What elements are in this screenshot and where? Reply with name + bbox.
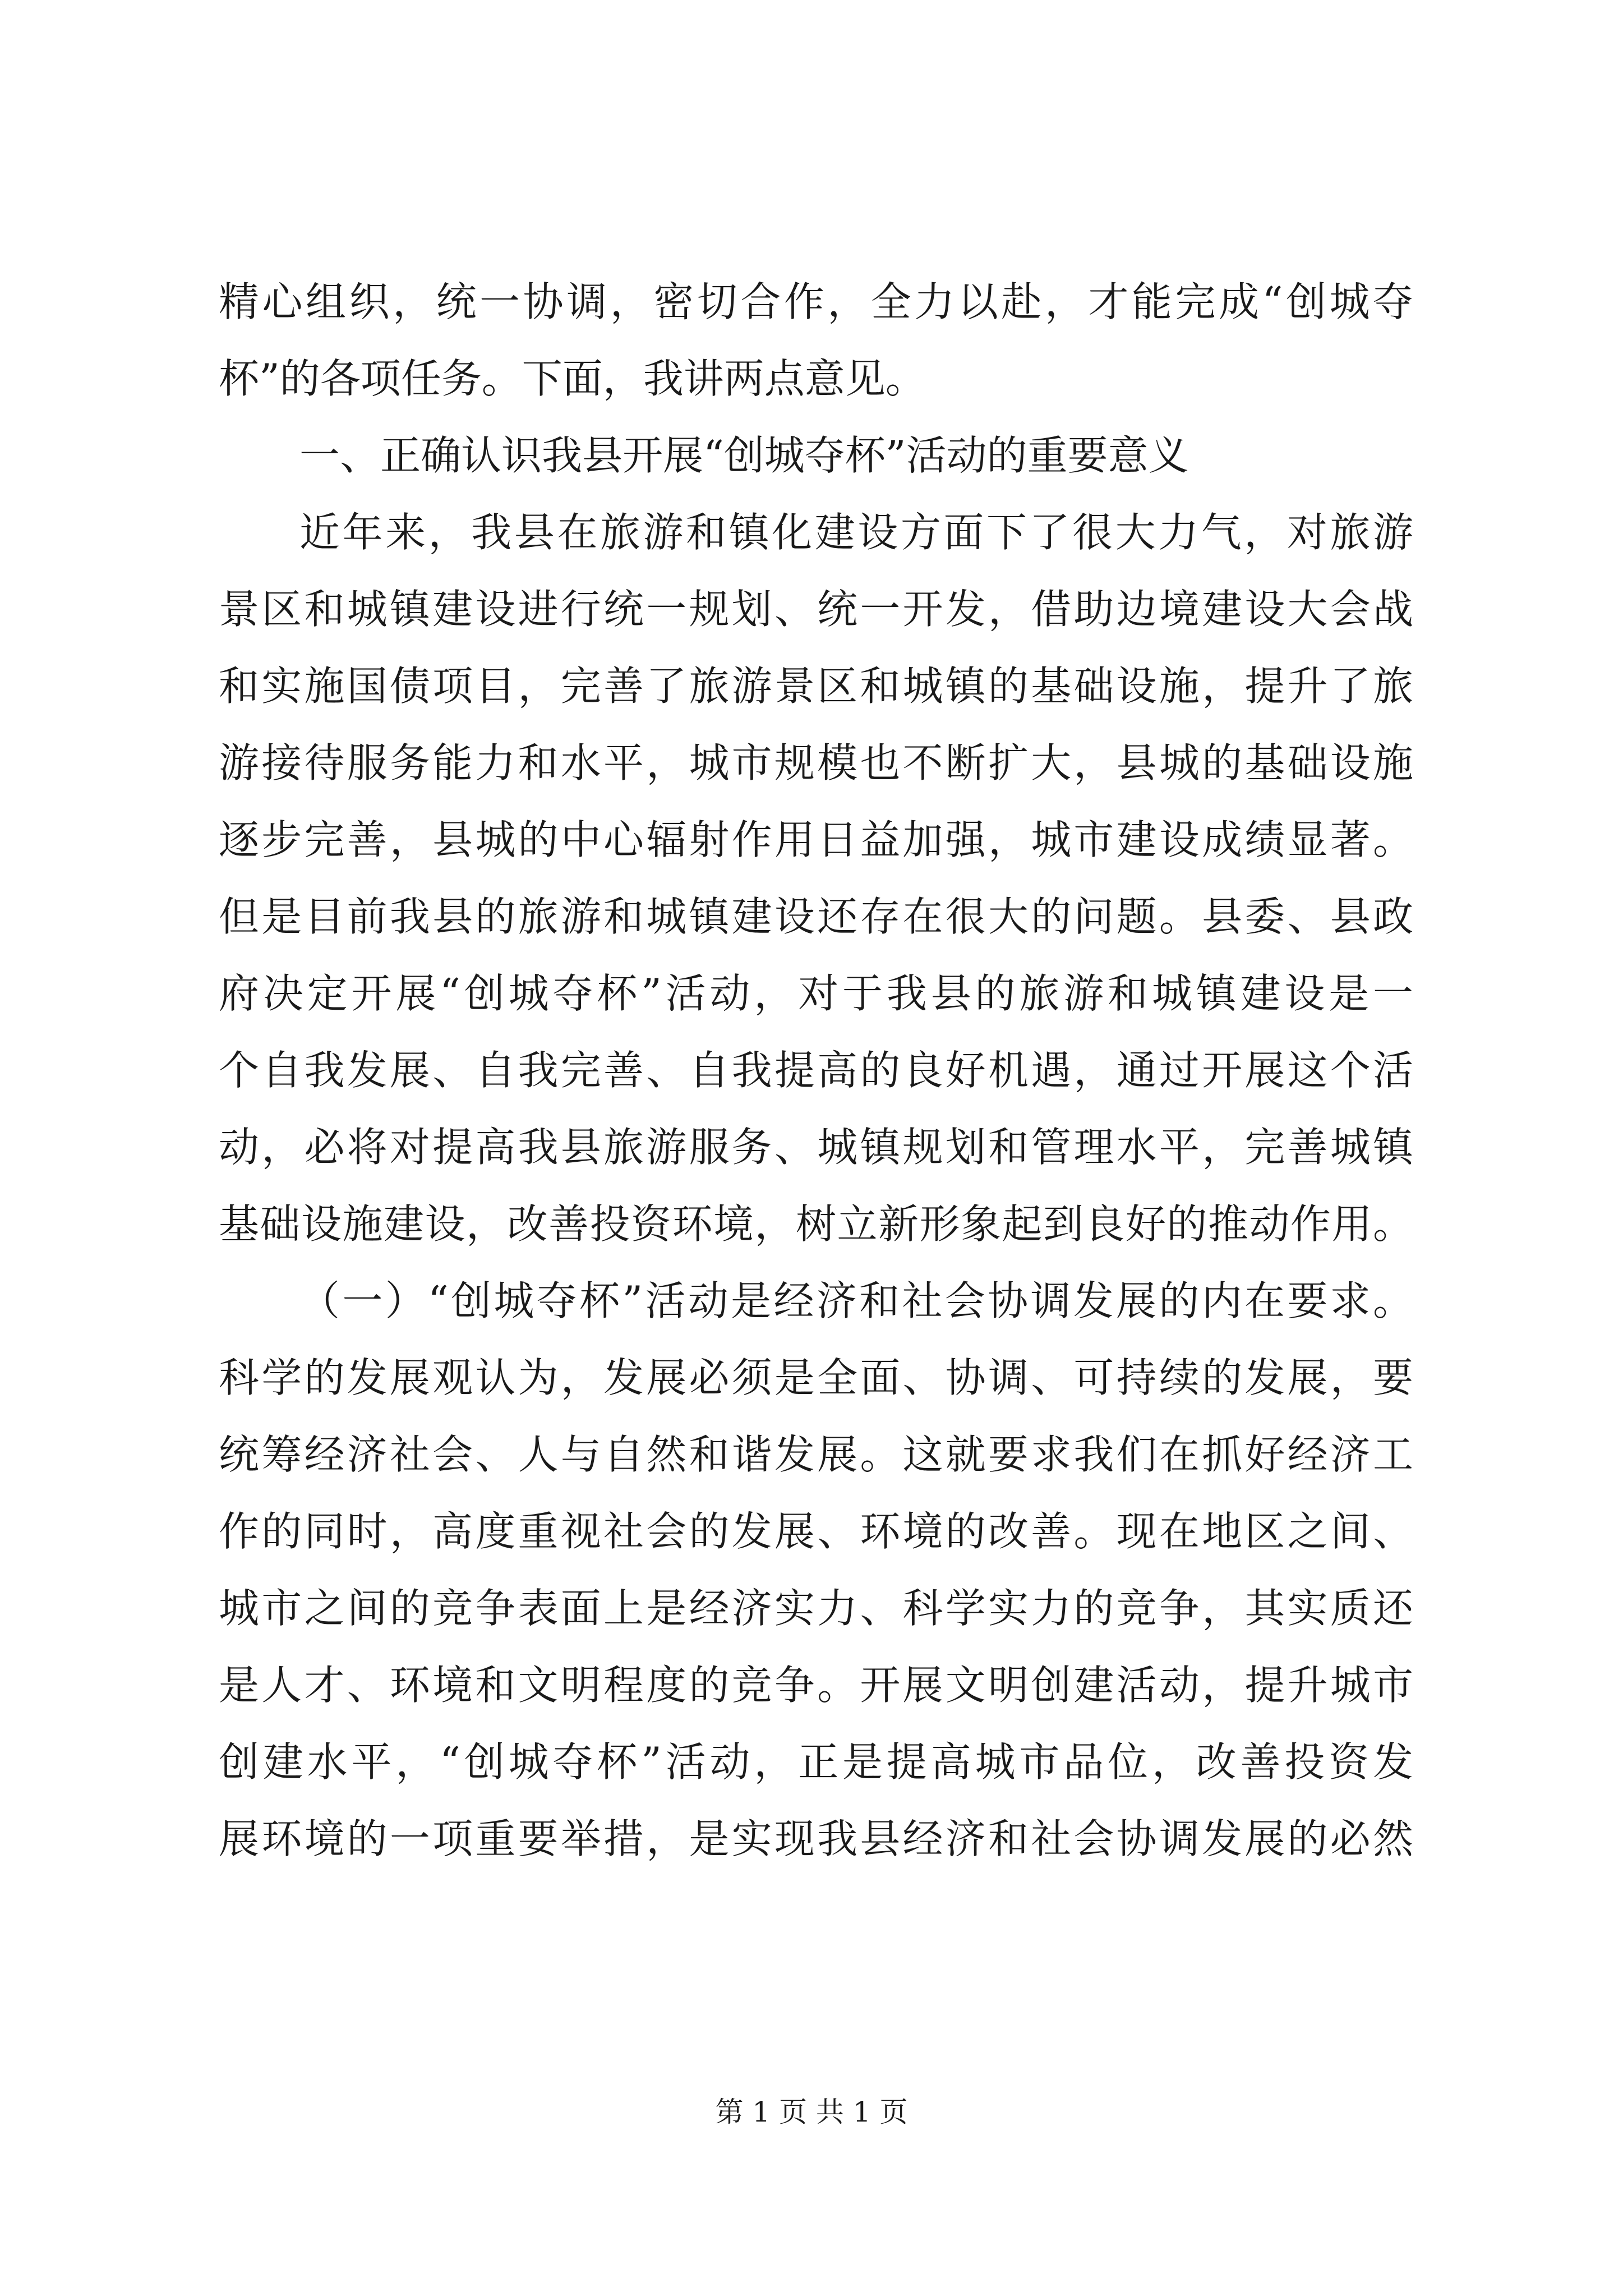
text-line: 杯”的各项任务。下面，我讲两点意见。 [219,355,926,402]
text-line: 城市之间的竞争表面上是经济实力、科学实力的竞争，其实质还 [219,1585,1413,1632]
page-number-footer: 第 1 页 共 1 页 [715,2096,908,2128]
text-line: 游接待服务能力和水平，城市规模也不断扩大，县城的基础设施 [219,739,1413,786]
text-line: 府决定开展“创城夺杯”活动，对于我县的旅游和城镇建设是一 [219,970,1413,1017]
text-line: 统筹经济社会、人与自然和谐发展。这就要求我们在抓好经济工 [219,1431,1413,1478]
text-line: 景区和城镇建设进行统一规划、统一开发，借助边境建设大会战 [219,586,1413,633]
text-line: 和实施国债项目，完善了旅游景区和城镇的基础设施，提升了旅 [219,662,1413,710]
text-line: 展环境的一项重要举措，是实现我县经济和社会协调发展的必然 [219,1815,1413,1862]
text-line: 作的同时，高度重视社会的发展、环境的改善。现在地区之间、 [219,1508,1413,1555]
document-body [219,264,1413,1878]
text-line: 基础设施建设，改善投资环境，树立新形象起到良好的推动作用。 [219,1200,1413,1248]
text-line: 近年来，我县在旅游和镇化建设方面下了很大力气，对旅游 [299,509,1413,556]
text-line: 动，必将对提高我县旅游服务、城镇规划和管理水平，完善城镇 [219,1124,1413,1171]
subsection-heading: （一）“创城夺杯”活动是经济和社会协调发展的内在要求。 [299,1277,1413,1324]
text-line: 是人才、环境和文明程度的竞争。开展文明创建活动，提升城市 [219,1662,1413,1709]
section-heading: 一、正确认识我县开展“创城夺杯”活动的重要意义 [299,432,1189,479]
text-line: 个自我发展、自我完善、自我提高的良好机遇，通过开展这个活 [219,1047,1413,1094]
text-line: 但是目前我县的旅游和城镇建设还存在很大的问题。县委、县政 [219,893,1413,940]
text-line: 逐步完善，县城的中心辐射作用日益加强，城市建设成绩显著。 [219,816,1413,863]
text-line: 精心组织，统一协调，密切合作，全力以赴，才能完成“创城夺 [219,278,1413,325]
text-line: 科学的发展观认为，发展必须是全面、协调、可持续的发展，要 [219,1354,1413,1401]
text-line: 创建水平，“创城夺杯”活动，正是提高城市品位，改善投资发 [219,1738,1413,1786]
